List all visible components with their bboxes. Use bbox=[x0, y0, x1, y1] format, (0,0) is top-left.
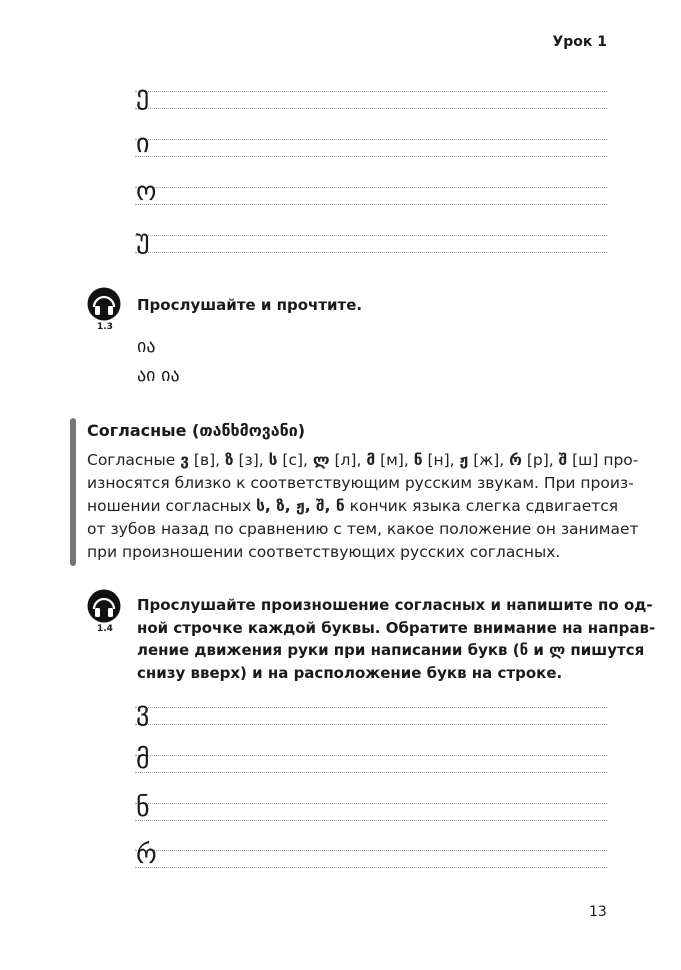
writing-row bbox=[135, 793, 607, 843]
writing-row bbox=[135, 81, 607, 131]
letter: ნ bbox=[136, 793, 150, 823]
paragraph-line bbox=[87, 541, 607, 564]
paragraph-line bbox=[87, 449, 639, 472]
text-segment: при произношении соответствующих русских согласных. bbox=[87, 543, 561, 561]
georgian-letter: ლ bbox=[312, 451, 330, 469]
exercise-instruction bbox=[137, 594, 656, 684]
text-segment: износятся близко к соответствующим русским звукам. При произ- bbox=[87, 474, 634, 492]
paragraph-line bbox=[87, 472, 634, 495]
text-segment: [с], bbox=[277, 451, 313, 469]
letter: რ bbox=[136, 840, 157, 870]
headphones-audio-icon[interactable] bbox=[87, 287, 121, 321]
track-number: 1.3 bbox=[97, 322, 113, 332]
georgian-letter: ნ bbox=[413, 451, 423, 469]
headphones-audio-icon[interactable] bbox=[87, 589, 121, 623]
instruction-line: ной строчке каждой буквы. Обратите внимание на направ- bbox=[137, 618, 656, 637]
text-segment: [н], bbox=[422, 451, 460, 469]
text-segment: кончик языка слегка сдвигается bbox=[344, 497, 619, 515]
georgian-letter: ვ bbox=[180, 451, 189, 469]
text-segment: [ж], bbox=[468, 451, 510, 469]
paragraph-line bbox=[87, 495, 619, 518]
lesson-header: Урок 1 bbox=[552, 34, 607, 50]
georgian-letter: მ bbox=[366, 451, 376, 469]
letter: ო bbox=[136, 177, 157, 207]
georgian-letter: რ bbox=[509, 451, 522, 469]
writing-row bbox=[135, 745, 607, 795]
text-segment: [р], bbox=[521, 451, 559, 469]
writing-row bbox=[135, 177, 607, 227]
paragraph-line bbox=[87, 518, 639, 541]
writing-row bbox=[135, 697, 607, 747]
writing-row bbox=[135, 129, 607, 179]
georgian-letter: შ bbox=[558, 451, 568, 469]
georgian-letter: ს, ზ, ჟ, შ, ნ bbox=[256, 497, 345, 515]
reading-word: ია bbox=[137, 336, 156, 357]
reading-word: აი ია bbox=[137, 365, 180, 386]
georgian-letter: ს bbox=[268, 451, 278, 469]
text-segment: [л], bbox=[329, 451, 367, 469]
consonants-paragraph bbox=[87, 449, 639, 564]
georgian-letter: ჟ bbox=[459, 451, 469, 469]
letter: უ bbox=[136, 225, 150, 255]
track-number: 1.4 bbox=[97, 624, 113, 634]
text-segment: от зубов назад по сравнению с тем, какое положение он занимает bbox=[87, 520, 639, 538]
instruction-line: ление движения руки при написании букв (ნ и ლ пишутся bbox=[137, 641, 645, 659]
text-segment: [м], bbox=[375, 451, 414, 469]
text-segment: ношении согласных bbox=[87, 497, 257, 515]
page-number: 13 bbox=[589, 904, 607, 920]
letter: ვ bbox=[136, 697, 150, 727]
text-segment: [з], bbox=[233, 451, 269, 469]
exercise-instruction: Прослушайте и прочтите. bbox=[137, 296, 363, 314]
text-segment: Согласные bbox=[87, 451, 181, 469]
sidebar-marker bbox=[70, 418, 76, 566]
text-segment: [ш] про- bbox=[567, 451, 639, 469]
letter: მ bbox=[136, 745, 150, 775]
writing-row bbox=[135, 225, 607, 275]
instruction-line: снизу вверх) и на расположение букв на строке. bbox=[137, 663, 563, 682]
text-segment: [в], bbox=[188, 451, 225, 469]
georgian-letter: ზ bbox=[224, 451, 234, 469]
letter: ი bbox=[136, 129, 150, 159]
writing-row bbox=[135, 840, 607, 890]
letter: ე bbox=[136, 81, 150, 111]
section-heading: Согласные (თანხმოვანი) bbox=[87, 421, 306, 440]
instruction-line: Прослушайте произношение согласных и напишите по од- bbox=[137, 596, 653, 614]
